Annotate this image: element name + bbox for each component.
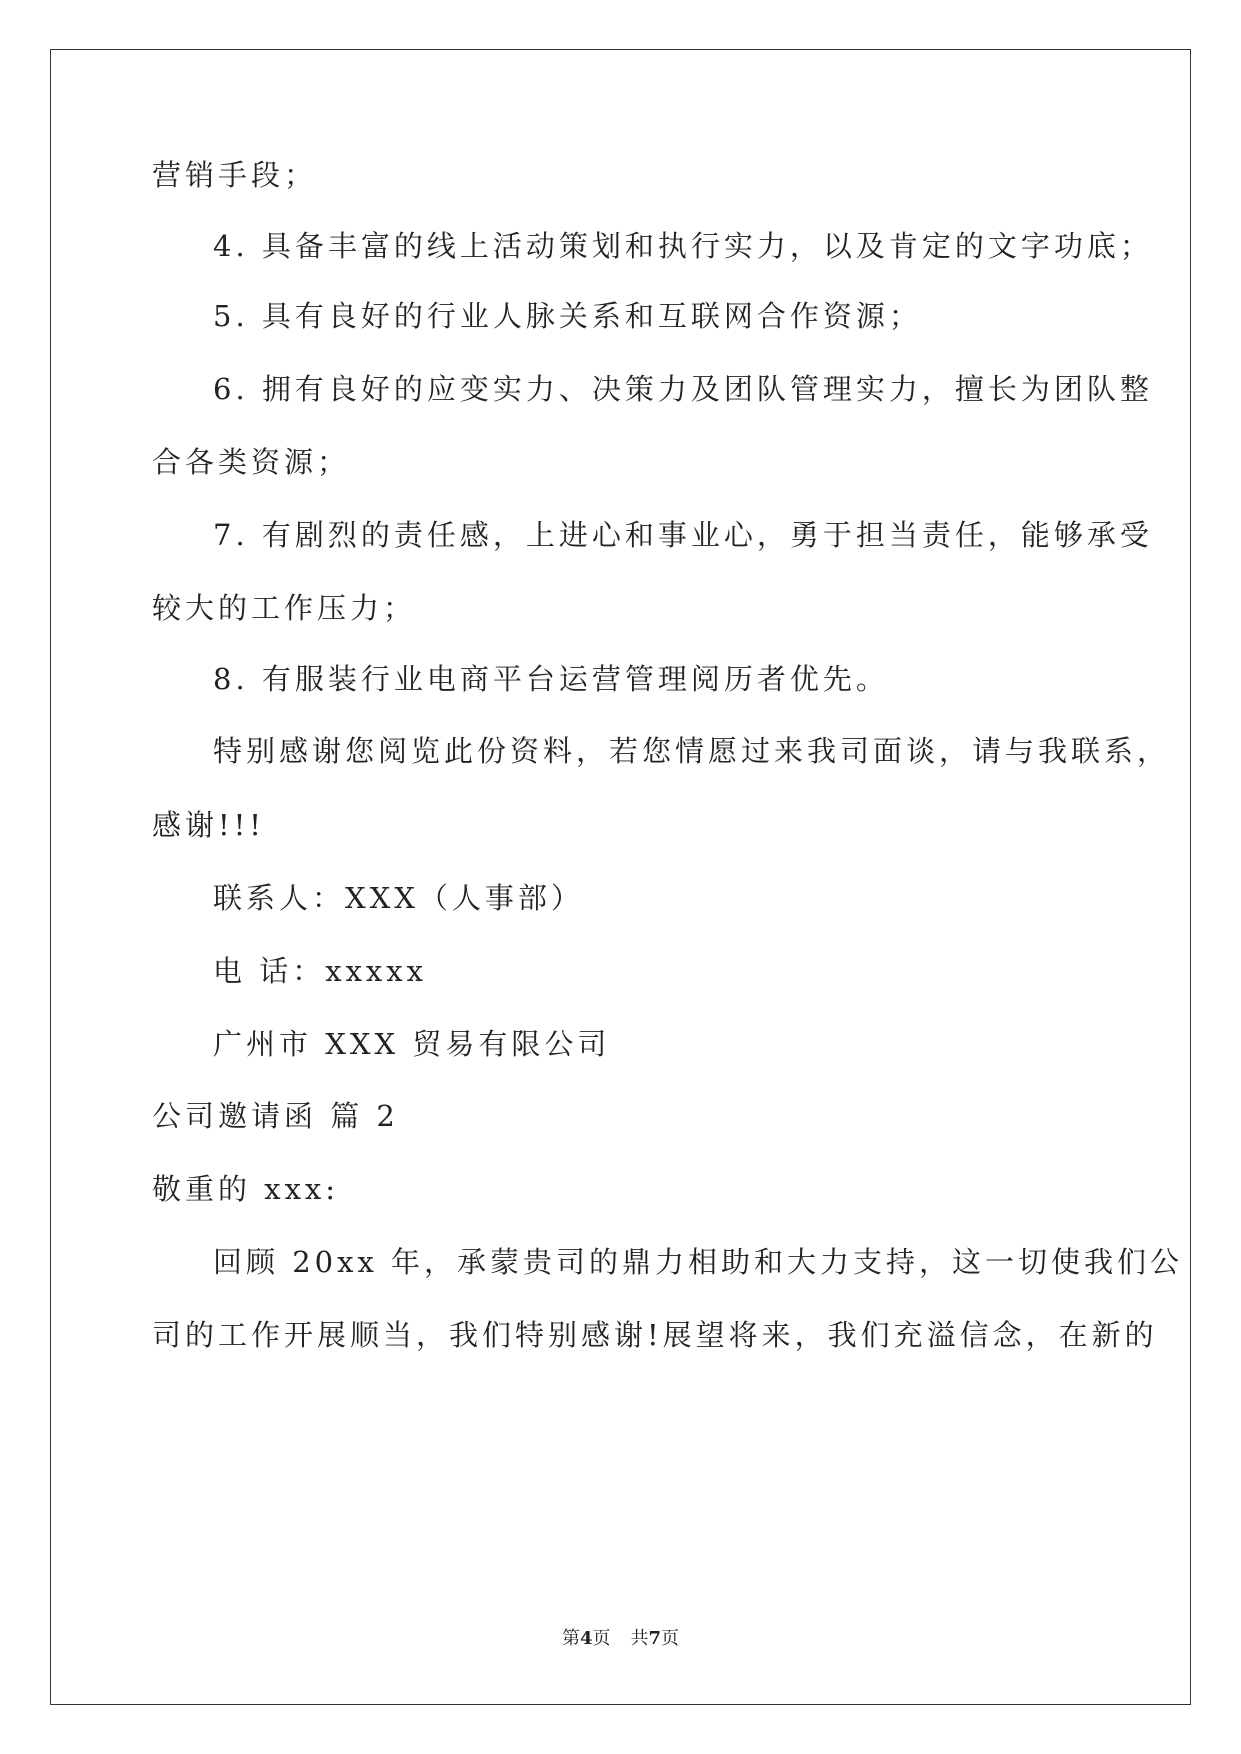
list-item-5: 5. 具有良好的行业人脉关系和互联网合作资源； [213,299,922,333]
body-paragraph-continued: 司的工作开展顺当，我们特别感谢!展望将来，我们充溢信念，在新的 [152,1318,1158,1352]
footer-page-prefix: 第 [561,1628,580,1649]
body-paragraph: 回顾 20xx 年，承蒙贵司的鼎力相助和大力支持，这一切使我们公 [213,1245,1184,1279]
footer-page-total: 7 [648,1628,662,1649]
section-title: 公司邀请函 篇 2 [152,1099,399,1133]
contact-phone: 电 话：xxxxx [213,954,427,988]
list-item-6-continued: 合各类资源； [152,445,351,479]
list-item-7-continued: 较大的工作压力； [152,591,417,625]
footer-total-prefix: 共 [630,1628,649,1649]
company-name: 广州市 XXX 贸易有限公司 [213,1027,611,1061]
footer-page-current: 4 [579,1628,593,1649]
salutation: 敬重的 xxx: [152,1172,340,1206]
list-item-7: 7. 有剧烈的责任感，上进心和事业心，勇于担当责任，能够承受 [213,518,1153,552]
text-line-1: 营销手段； [152,158,318,192]
list-item-8: 8. 有服装行业电商平台运营管理阅历者优先。 [213,662,889,696]
closing-paragraph-continued: 感谢!!! [152,808,265,842]
contact-person: 联系人：XXX（人事部） [213,881,584,915]
footer-page-unit: 页 [592,1628,611,1649]
closing-paragraph: 特别感谢您阅览此份资料，若您情愿过来我司面谈，请与我联系， [213,734,1171,768]
list-item-4: 4. 具备丰富的线上活动策划和执行实力，以及肯定的文字功底； [213,229,1153,263]
list-item-6: 6. 拥有良好的应变实力、决策力及团队管理实力，擅长为团队整 [213,372,1153,406]
footer-total-unit: 页 [661,1628,680,1649]
page-footer [0,1627,1241,1651]
